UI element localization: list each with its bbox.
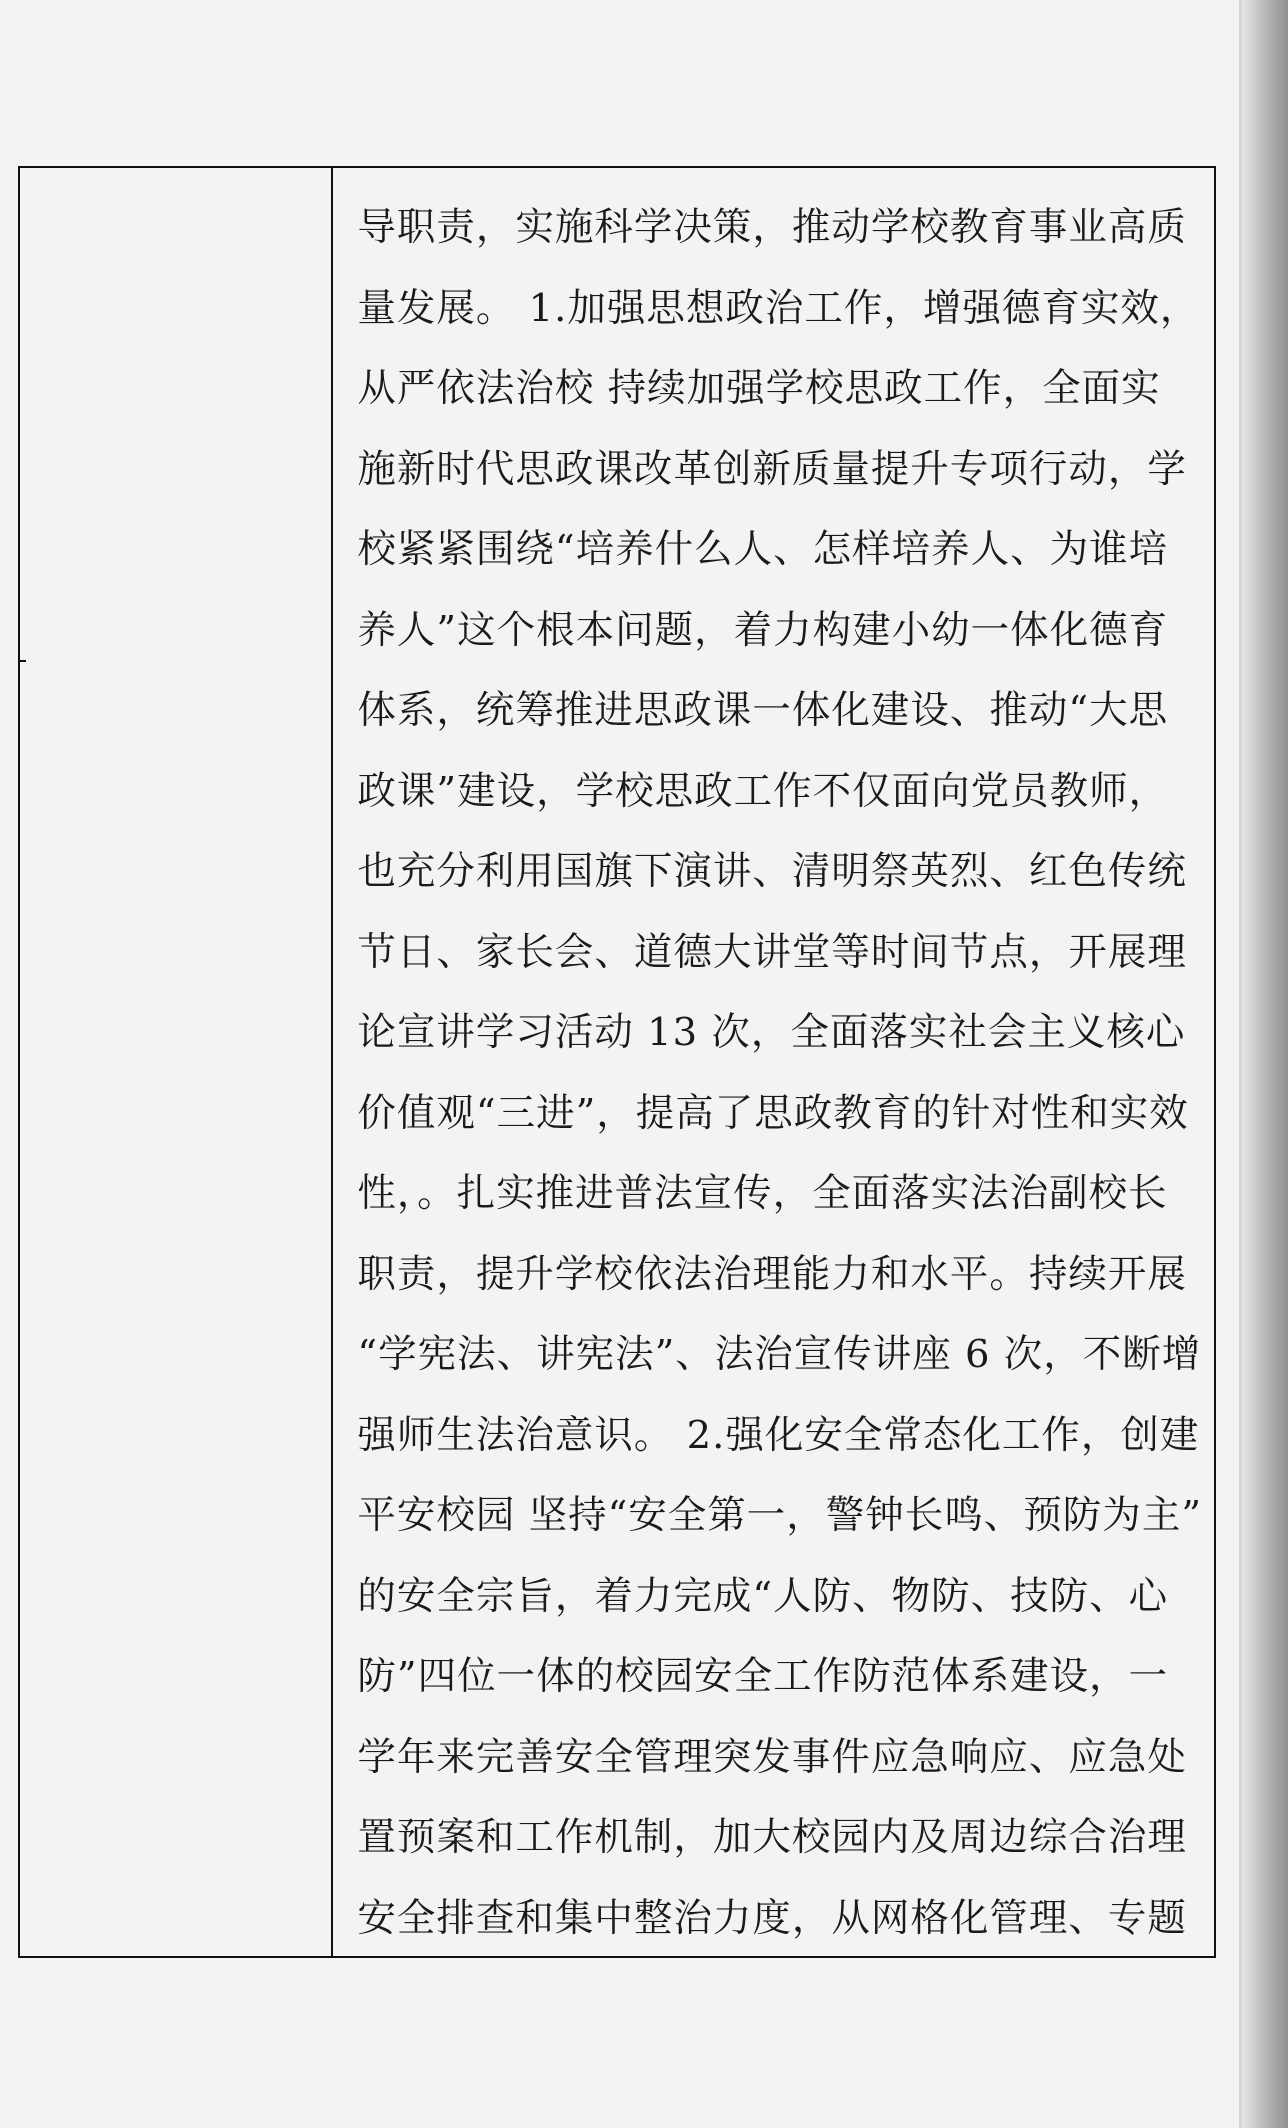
content-line: 施新时代思政课改革创新质量提升专项行动，学: [357, 446, 1187, 492]
page-edge-shadow: [1242, 0, 1288, 2128]
content-line: 养人”这个根本问题，着力构建小幼一体化德育: [357, 607, 1169, 653]
table-left-cell: [20, 168, 333, 1956]
content-line: 价值观“三进”，提高了思政教育的针对性和实效: [357, 1090, 1189, 1136]
content-line: 政课”建设，学校思政工作不仅面向党员教师，: [357, 768, 1169, 814]
content-line: 校紧紧围绕“培养什么人、怎样培养人、为谁培: [357, 527, 1169, 572]
table-content-cell: [333, 168, 1214, 1956]
content-line: 安全排查和集中整治力度，从网格化管理、专题: [357, 1895, 1187, 1941]
content-line: 导职责，实施科学决策，推动学校教育事业高质: [357, 205, 1187, 250]
content-line: 平安校园 坚持“安全第一，警钟长鸣、预防为主”: [357, 1493, 1202, 1538]
content-line: 置预案和工作机制，加大校园内及周边综合治理: [357, 1815, 1187, 1860]
content-line: 职责，提升学校依法治理能力和水平。持续开展: [357, 1251, 1187, 1297]
content-line: 从严依法治校 持续加强学校思政工作，全面实: [357, 366, 1161, 411]
content-line: 体系，统筹推进思政课一体化建设、推动“大思: [357, 688, 1169, 733]
content-line: 学年来完善安全管理突发事件应急响应、应急处: [357, 1734, 1187, 1780]
content-line: 的安全宗旨，着力完成“人防、物防、技防、心: [357, 1573, 1169, 1619]
margin-tick-mark: [18, 660, 26, 662]
content-line: 节日、家长会、道德大讲堂等时间节点，开展理: [357, 929, 1187, 975]
content-line: 防”四位一体的校园安全工作防范体系建设，一: [357, 1654, 1169, 1699]
document-table: [18, 166, 1216, 1958]
content-line: 也充分利用国旗下演讲、清明祭英烈、红色传统: [357, 849, 1187, 894]
content-line: 强师生法治意识。 2.强化安全常态化工作，创建: [357, 1412, 1200, 1458]
content-line: “学宪法、讲宪法”、法治宣传讲座 6 次，不断增: [357, 1332, 1202, 1377]
content-line: 量发展。 1.加强思想政治工作，增强德育实效，: [357, 285, 1200, 331]
content-line: 论宣讲学习活动 13 次，全面落实社会主义核心: [357, 1010, 1186, 1055]
content-line: 性，。扎实推进普法宣传，全面落实法治副校长: [357, 1171, 1168, 1216]
